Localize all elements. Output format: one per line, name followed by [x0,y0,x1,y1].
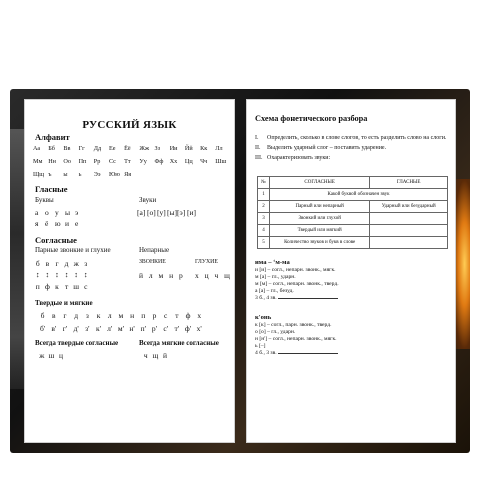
alphabet-letter: Пп [78,158,87,165]
pair-arrow: ↕ [45,270,50,279]
alphabet-letter: Цц [184,158,193,165]
alphabet-letter: Йй [184,145,193,152]
alphabet-letter: Вв [63,145,71,152]
example-1-word: има – ‘м-ма [255,259,290,266]
always-soft-consonant: й [162,351,167,360]
vowel-letters-row-2 [35,219,85,228]
alphabet-row-2 [33,158,230,165]
alphabet-letter: ъ [48,171,52,178]
vowel-letters-row-1 [35,208,85,217]
consonants-heading: Согласные [35,235,77,245]
alphabet-letter: Гг [78,145,85,152]
vowel-sound: [а] [137,208,146,217]
pair-arrow: ↕ [83,270,88,279]
alphabet-letter: Оо [63,158,71,165]
alphabet-letter: Чч [200,158,208,165]
alphabet-letter: Дд [93,145,102,152]
vowel-letter: ё [45,219,49,228]
always-hard-label: Всегда твердые согласные [35,339,119,347]
alphabet-letter: Ээ [93,171,101,178]
vowel-sound: [э] [177,208,186,217]
pair-arrow: ↕ [74,270,79,279]
soft-consonant: д' [73,324,79,333]
alphabet-letter: ы [63,171,68,178]
arrows-row [33,270,91,279]
alphabet-letter: Ее [108,145,116,152]
table-row: 4 Твердый или мягкий [258,225,448,237]
alphabet-letter: Аа [33,145,41,152]
hard-row [37,311,205,320]
vowel-letter: я [35,219,39,228]
pair-arrow: ↕ [55,270,59,279]
alphabet-letter: Зз [154,145,161,152]
voiced-consonant: ж [73,259,79,268]
vowel-letter: ю [55,219,61,228]
voiced-consonant: з [84,259,88,268]
steps-list [255,134,451,164]
hard-consonant: т [175,311,179,320]
alphabet-letter: Фф [154,158,164,165]
alphabet-letter: Тт [124,158,131,165]
vowel-sounds-row [137,208,197,217]
voiced-consonant: г [55,259,59,268]
scheme-title: Схема фонетического разбора [255,114,368,123]
example-2-word: к'онь [255,314,272,321]
alphabet-letter: Яя [124,171,132,178]
vowel-letter: э [75,208,79,217]
hard-consonant: х [197,311,202,320]
soft-consonant: п' [140,324,146,333]
always-soft-row [141,351,170,360]
letters-label: Буквы [35,196,54,204]
hard-soft-label: Твердые и мягкие [35,299,93,307]
step-item: I. Определить, сколько в слове слогов, то есть разделить слово на слоги. [255,135,447,141]
alphabet-letter: Уу [139,158,147,165]
right-page [246,99,456,443]
voiced-label: ЗВОНКИЕ [139,259,166,265]
alphabet-row-3 [33,171,139,178]
vowel-letter: у [55,208,59,217]
vowel-letter: ы [65,208,71,217]
vowel-letter: о [45,208,49,217]
hard-consonant: н [130,311,135,320]
soft-row [37,324,205,333]
soft-consonant: л' [107,324,113,333]
voiceless-row [33,282,91,291]
alphabet-letter: Сс [108,158,116,165]
soft-consonant: р' [151,324,158,333]
example-1: има – ‘м-ма и [и] – согл., непарн. звонк., мягк. м [а] – гл., ударн. м [м] – согл., непарн. звонк., тверд. а [а] – гл., безуд. 3 б., 4 зв. [255,259,339,301]
always-hard-consonant: ц [58,351,63,360]
unpaired-voiceless: х ц ч щ [195,271,232,280]
alphabet-letter: Жж [139,145,150,152]
soft-consonant: с' [163,324,168,333]
voiceless-label: ГЛУХИЕ [195,259,218,265]
alphabet-letter: Нн [48,158,56,165]
soft-consonant: х' [196,324,202,333]
voiceless-consonant: к [55,282,59,291]
hard-consonant: п [141,311,146,320]
soft-consonant: з' [85,324,90,333]
vowel-letter: и [65,219,70,228]
voiced-consonant: д [64,259,69,268]
soft-consonant: н' [129,324,135,333]
alphabet-letter: Юю [108,171,120,178]
table-row: 5 Количество звуков и букв в слове [258,237,448,249]
alphabet-letter: Щщ [33,171,45,178]
page-title: РУССКИЙ ЯЗЫК [82,119,177,131]
alphabet-letter: Ии [169,145,178,152]
soft-consonant: г' [62,324,68,333]
alphabet-letter: Хх [169,158,178,165]
alphabet-letter: Бб [48,145,55,152]
soft-consonant: к' [96,324,102,333]
hard-consonant: с [163,311,168,320]
soft-consonant: ф' [184,324,192,333]
vowels-heading: Гласные [35,184,68,194]
example-2: к'онь к [к] – согл., парн. звонк., тверд. о [о] – гл., ударн. н [н'] – согл., непарн. звонк., мягк. ь [–] 4 б., 3 зв. [255,314,337,356]
voiced-row [33,259,91,268]
vowel-letter: а [35,208,39,217]
voiceless-consonant: с [84,282,88,291]
hard-consonant: б [40,311,45,320]
voiceless-consonant: т [64,282,69,291]
soft-consonant: б' [40,324,46,333]
table-row: 1 Какой буквой обозначен звук [258,189,448,201]
soft-consonant: т' [174,324,180,333]
hard-consonant: к [96,311,101,320]
always-soft-consonant: ч [143,351,148,360]
vowel-sound: [ы] [167,208,178,217]
alphabet-letter: ь [78,171,82,178]
voiced-consonant: в [45,259,50,268]
always-hard-consonant: ж [39,351,45,360]
soft-consonant: в' [51,324,57,333]
step-item: III. Охарактеризовать звуки: [255,155,331,161]
alphabet-letter: Лл [215,145,223,152]
hard-consonant: м [118,311,124,320]
soft-consonant: м' [117,324,124,333]
step-item: II. Выделить ударный слог – поставить ударение. [255,145,387,151]
vowel-sound: [и] [187,208,197,217]
hard-consonant: р [152,311,157,320]
vowel-letter: е [75,219,79,228]
table-row: 2 Парный или непарный Ударный или безударный [258,201,448,213]
hard-consonant: г [63,311,67,320]
cover-edge-left [10,129,24,389]
scheme-table [257,176,448,249]
always-soft-consonant: щ [152,351,159,360]
left-page [24,99,235,443]
alphabet-letter: Мм [33,158,43,165]
voiceless-consonant: п [35,282,40,291]
always-hard-consonant: ш [48,351,55,360]
pairs-label: Парные звонкие и глухие [35,246,111,254]
pair-arrow: ↕ [35,270,40,279]
alphabet-row-1 [33,145,230,152]
always-soft-label: Всегда мягкие согласные [139,339,219,347]
hard-consonant: ф [185,311,191,320]
vowel-sound: [у] [157,208,166,217]
voiceless-consonant: ш [73,282,80,291]
table-header-row: № СОГЛАСНЫЕ ГЛАСНЫЕ [258,177,448,189]
pair-arrow: ↕ [64,270,69,279]
hard-consonant: л [107,311,112,320]
hard-consonant: в [52,311,56,320]
sounds-label: Звуки [139,196,157,204]
voiced-consonant: б [35,259,40,268]
hard-consonant: з [85,311,89,320]
unpaired-voiced: й л м н р [139,271,185,280]
alphabet-letter: Шш [215,158,227,165]
alphabet-letter: Кк [200,145,208,152]
unpaired-label: Непарные [139,246,170,254]
hard-consonant: д [74,311,79,320]
alphabet-letter: Ёё [124,145,131,152]
always-hard-row [37,351,66,360]
alphabet-letter: Рр [93,158,101,165]
vowel-sound: [о] [147,208,156,217]
table-row: 3 Звонкий или глухой [258,213,448,225]
alphabet-heading: Алфавит [35,132,70,142]
voiceless-consonant: ф [44,282,50,291]
